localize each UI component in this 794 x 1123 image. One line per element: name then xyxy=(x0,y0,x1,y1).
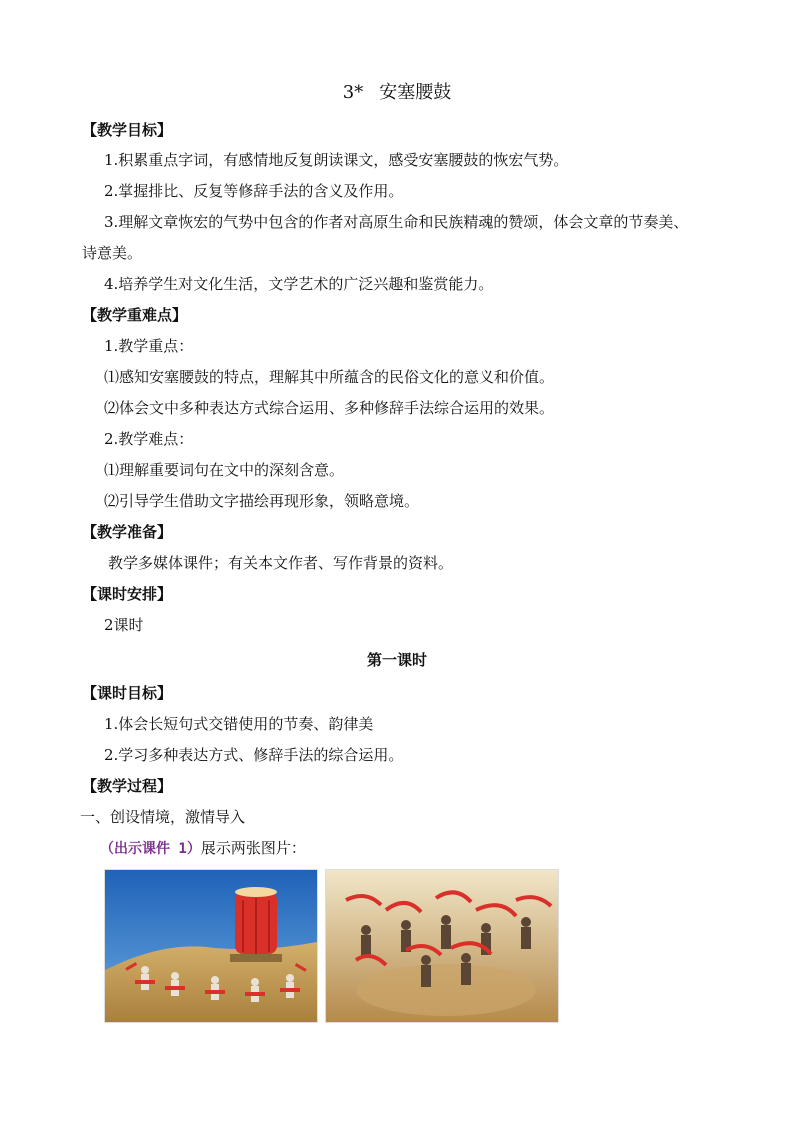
lesson-goal-item: 1.体会长短句式交错使用的节奏、韵律美 xyxy=(104,715,374,733)
lesson-number: 3* xyxy=(342,82,364,103)
page-title xyxy=(0,78,794,104)
goal-item: 4.培养学生对文化生活，文学艺术的广泛兴趣和鉴赏能力。 xyxy=(104,275,494,293)
goal-item: 3.理解文章恢宏的气势中包含的作者对高原生命和民族精魂的赞颂，体会文章的节奏美、 xyxy=(104,213,689,231)
difficult-label: 2.教学难点： xyxy=(104,430,194,448)
prep-text: 教学多媒体课件；有关本文作者、写作背景的资料。 xyxy=(108,554,454,572)
schedule-text: 2课时 xyxy=(104,616,144,634)
lesson-title: 第一课时 xyxy=(366,651,427,669)
difficult-point-item: ⑵引导学生借助文字描绘再现形象，领略意境。 xyxy=(104,492,420,510)
prep-heading: 【教学准备】 xyxy=(82,523,173,541)
lesson-goals-heading: 【课时目标】 xyxy=(82,684,173,702)
difficult-point-item: ⑴理解重要词句在文中的深刻含意。 xyxy=(104,461,345,479)
dust-scene-image xyxy=(326,870,558,1022)
courseware-tag: （出示课件 1） xyxy=(100,841,201,857)
goals-heading: 【教学目标】 xyxy=(82,121,173,139)
drum-scene-image xyxy=(105,870,317,1022)
key-point-item: ⑴感知安塞腰鼓的特点，理解其中所蕴含的民俗文化的意义和价值。 xyxy=(104,368,555,386)
lesson-goal-item: 2.学习多种表达方式、修辞手法的综合运用。 xyxy=(104,746,404,764)
process-heading: 【教学过程】 xyxy=(82,777,173,795)
photo-drum-dancers xyxy=(104,869,318,1023)
goal-item: 2.掌握排比、反复等修辞手法的含义及作用。 xyxy=(104,182,404,200)
goal-item: 诗意美。 xyxy=(82,244,143,262)
key-points-label: 1.教学重点： xyxy=(104,337,194,355)
step-1-heading: 一、创设情境，激情导入 xyxy=(80,808,246,826)
key-heading: 【教学重难点】 xyxy=(82,306,188,324)
key-point-item: ⑵体会文中多种表达方式综合运用、多种修辞手法综合运用的效果。 xyxy=(104,399,555,417)
photo-dust-dancers xyxy=(325,869,559,1023)
lesson-name: 安塞腰鼓 xyxy=(379,82,452,103)
courseware-line xyxy=(100,838,306,859)
schedule-heading: 【课时安排】 xyxy=(82,585,173,603)
goal-item: 1.积累重点字词，有感情地反复朗读课文，感受安塞腰鼓的恢宏气势。 xyxy=(104,151,569,169)
courseware-text: 展示两张图片： xyxy=(200,839,306,857)
